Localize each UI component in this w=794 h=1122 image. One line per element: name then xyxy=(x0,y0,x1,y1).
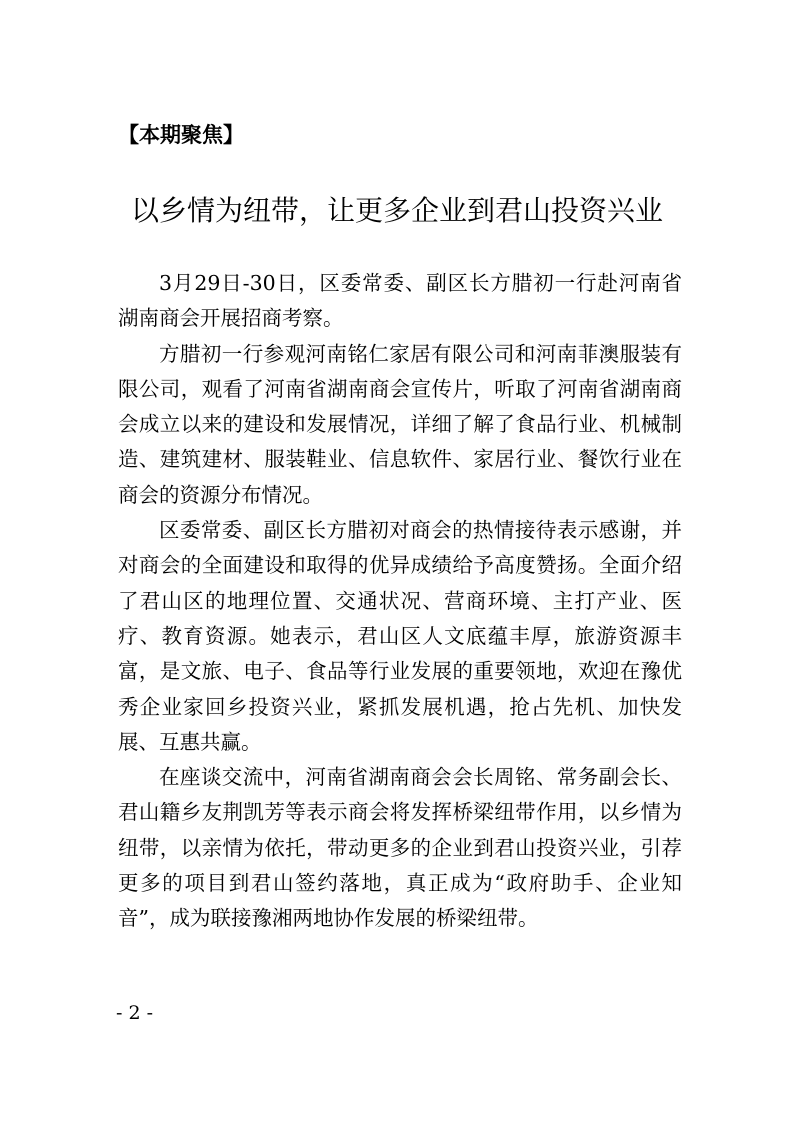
paragraph: 3月29日-30日，区委常委、副区长方腊初一行赴河南省湖南商会开展招商考察。 xyxy=(118,271,682,331)
paragraph: 方腊初一行参观河南铭仁家居有限公司和河南菲澳服装有限公司，观看了河南省湖南商会宣传片，听取了河南省湖南商会成立以来的建设和发展情况，详细了解了食品行业、机械制造、建筑建材、服装鞋业、信息软件、家居行业、餐饮行业在商会的资源分布情况。 xyxy=(118,341,682,507)
page-number: - 2 - xyxy=(116,1002,154,1024)
paragraph: 在座谈交流中，河南省湖南商会会长周铭、常务副会长、君山籍乡友荆凯芳等表示商会将发挥桥梁纽带作用，以乡情为纽带，以亲情为依托，带动更多的企业到君山投资兴业，引荐更多的项目到君山签约落地，真正成为“政府助手、企业知音”，成为联接豫湘两地协作发展的桥梁纽带。 xyxy=(118,765,682,931)
article-body xyxy=(118,266,682,937)
section-tag: 【本期聚焦】 xyxy=(118,123,244,147)
article-title: 以乡情为纽带，让更多企业到君山投资兴业 xyxy=(130,194,663,227)
paragraph: 区委常委、副区长方腊初对商会的热情接待表示感谢，并对商会的全面建设和取得的优异成绩给予高度赞扬。全面介绍了君山区的地理位置、交通状况、营商环境、主打产业、医疗、教育资源。她表示，君山区人文底蕴丰厚，旅游资源丰富，是文旅、电子、食品等行业发展的重要领地，欢迎在豫优秀企业家回乡投资兴业，紧抓发展机遇，抢占先机、加快发展、互惠共赢。 xyxy=(118,518,682,754)
